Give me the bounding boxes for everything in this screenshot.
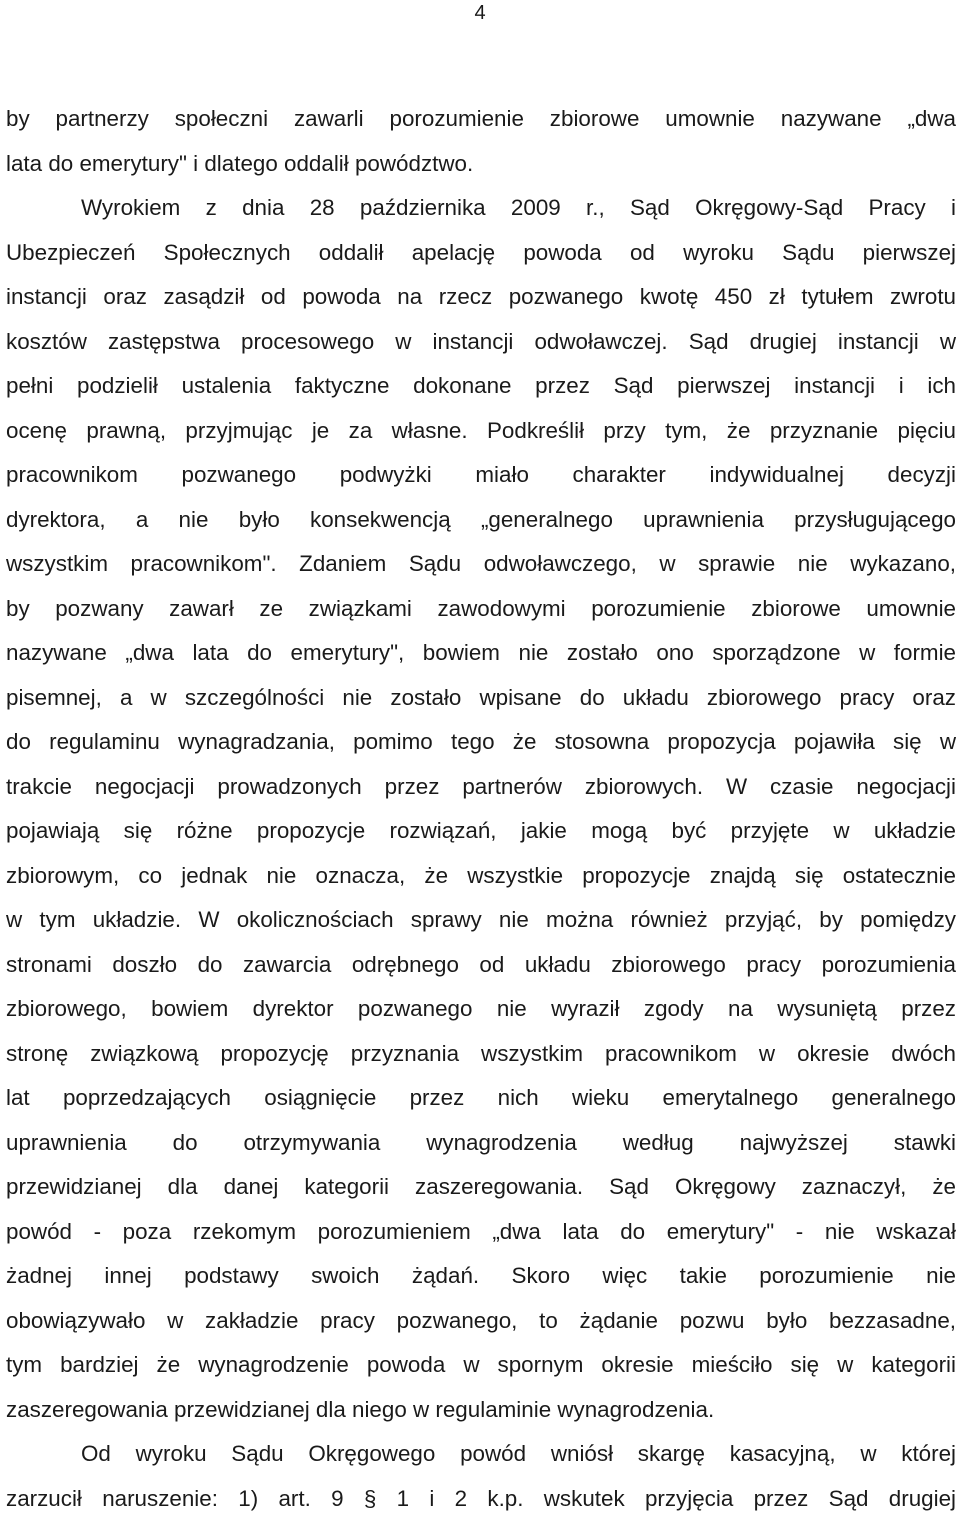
text-line: uprawnienia do otrzymywania wynagrodzenia według najwyższej stawki — [6, 1121, 956, 1166]
text-line: zbiorowego, bowiem dyrektor pozwanego nie wyraził zgody na wysuniętą przez — [6, 987, 956, 1032]
text-line: lata do emerytury" i dlatego oddalił powództwo. — [6, 142, 956, 187]
page-number: 4 — [0, 1, 960, 25]
text-line: żadnej innej podstawy swoich żądań. Skoro więc takie porozumienie nie — [6, 1254, 956, 1299]
body-text — [6, 97, 956, 1521]
text-line: zbiorowym, co jednak nie oznacza, że wszystkie propozycje znajdą się ostatecznie — [6, 854, 956, 899]
text-line: by pozwany zawarł ze związkami zawodowymi porozumienie zbiorowe umownie — [6, 587, 956, 632]
text-line: zaszeregowania przewidzianej dla niego w regulaminie wynagrodzenia. — [6, 1388, 956, 1433]
text-line: Od wyroku Sądu Okręgowego powód wniósł skargę kasacyjną, w której — [6, 1432, 956, 1477]
text-line: Wyrokiem z dnia 28 października 2009 r., Sąd Okręgowy-Sąd Pracy i — [6, 186, 956, 231]
text-line: nazywane „dwa lata do emerytury", bowiem nie zostało ono sporządzone w formie — [6, 631, 956, 676]
text-line: ocenę prawną, przyjmując je za własne. Podkreślił przy tym, że przyznanie pięciu — [6, 409, 956, 454]
text-line: dyrektora, a nie było konsekwencją „generalnego uprawnienia przysługującego — [6, 498, 956, 543]
text-line: kosztów zastępstwa procesowego w instancji odwoławczej. Sąd drugiej instancji w — [6, 320, 956, 365]
text-line: trakcie negocjacji prowadzonych przez partnerów zbiorowych. W czasie negocjacji — [6, 765, 956, 810]
text-line: wszystkim pracownikom". Zdaniem Sądu odwoławczego, w sprawie nie wykazano, — [6, 542, 956, 587]
text-line: pojawiają się różne propozycje rozwiązań, jakie mogą być przyjęte w układzie — [6, 809, 956, 854]
text-line: obowiązywało w zakładzie pracy pozwanego, to żądanie pozwu było bezzasadne, — [6, 1299, 956, 1344]
text-line: stronami doszło do zawarcia odrębnego od układu zbiorowego pracy porozumienia — [6, 943, 956, 988]
text-line: tym bardziej że wynagrodzenie powoda w spornym okresie mieściło się w kategorii — [6, 1343, 956, 1388]
text-line: przewidzianej dla danej kategorii zaszeregowania. Sąd Okręgowy zaznaczył, że — [6, 1165, 956, 1210]
text-line: powód - poza rzekomym porozumieniem „dwa lata do emerytury" - nie wskazał — [6, 1210, 956, 1255]
text-line: Ubezpieczeń Społecznych oddalił apelację powoda od wyroku Sądu pierwszej — [6, 231, 956, 276]
text-line: do regulaminu wynagradzania, pomimo tego że stosowna propozycja pojawiła się w — [6, 720, 956, 765]
text-line: pełni podzielił ustalenia faktyczne dokonane przez Sąd pierwszej instancji i ich — [6, 364, 956, 409]
text-line: by partnerzy społeczni zawarli porozumienie zbiorowe umownie nazywane „dwa — [6, 97, 956, 142]
text-line: lat poprzedzających osiągnięcie przez nich wieku emerytalnego generalnego — [6, 1076, 956, 1121]
text-line: pracownikom pozwanego podwyżki miało charakter indywidualnej decyzji — [6, 453, 956, 498]
text-line: w tym układzie. W okolicznościach sprawy nie można również przyjąć, by pomiędzy — [6, 898, 956, 943]
text-line: stronę związkową propozycję przyznania wszystkim pracownikom w okresie dwóch — [6, 1032, 956, 1077]
text-line: instancji oraz zasądził od powoda na rzecz pozwanego kwotę 450 zł tytułem zwrotu — [6, 275, 956, 320]
text-line: pisemnej, a w szczególności nie zostało wpisane do układu zbiorowego pracy oraz — [6, 676, 956, 721]
text-line: zarzucił naruszenie: 1) art. 9 § 1 i 2 k.p. wskutek przyjęcia przez Sąd drugiej — [6, 1477, 956, 1521]
